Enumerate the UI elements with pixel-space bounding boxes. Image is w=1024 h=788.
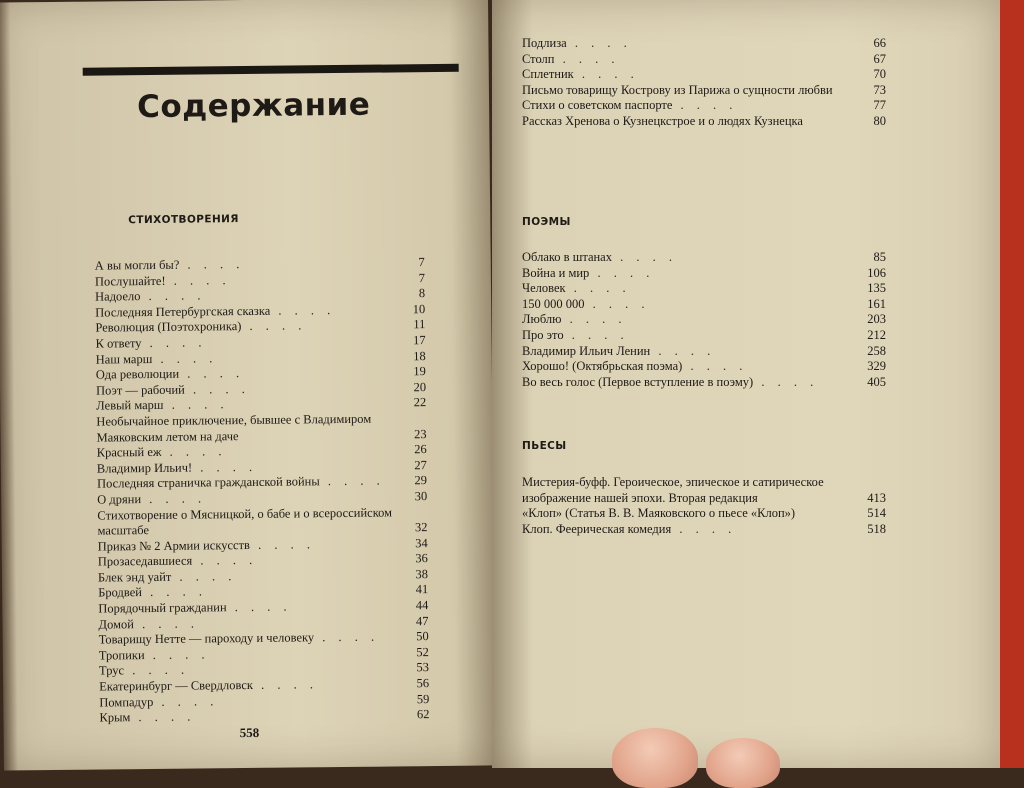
toc-entry (522, 281, 886, 297)
leader-dots: . . . . (144, 647, 210, 662)
toc-entry-page: 52 (416, 644, 429, 660)
toc-entry-title: 150 000 000 (522, 296, 585, 311)
leader-dots: . . . . (252, 677, 318, 692)
toc-entry (522, 475, 886, 506)
toc-entry (522, 266, 886, 282)
toc-entry-title: Наш марш (95, 351, 153, 367)
leader-dots: . . . . (611, 250, 677, 264)
toc-entry-title: Владимир Ильич! (96, 460, 193, 476)
toc-entry (522, 359, 886, 375)
toc-entry-title: К ответу (95, 336, 142, 351)
toc-entry-title: Облако в штанах (522, 250, 612, 264)
leader-dots: . . . . (566, 36, 632, 50)
left-page (0, 0, 496, 771)
toc-entry-page: 17 (412, 333, 426, 348)
toc-entry-title: Прозаседавшиеся (97, 553, 193, 569)
toc-list-left (95, 255, 430, 726)
toc-entry-title: Товарищу Нетте — пароходу и человеку (98, 630, 315, 647)
fingertip (612, 728, 698, 788)
leader-dots: . . . . (672, 98, 738, 113)
toc-entry-page: 19 (413, 364, 426, 379)
leader-dots: . . . . (179, 366, 245, 381)
leader-dots: . . . . (682, 359, 748, 374)
toc-entry-page: 10 (412, 301, 426, 317)
leader-dots: . . . . (565, 281, 631, 296)
leader-dots: . . . . (141, 335, 207, 351)
leader-dots: . . . . (671, 521, 737, 536)
toc-entry-title: Революция (Поэтохроника) (95, 319, 242, 335)
toc-entry-title: Екатеринбург — Свердловск (99, 677, 253, 694)
toc-entry (522, 52, 886, 68)
toc-entry-page: 135 (867, 281, 886, 296)
toc-entry-page: 29 (414, 473, 428, 488)
toc-entry-page: 405 (867, 374, 886, 389)
toc-entry-title: О дряни (97, 492, 142, 507)
toc-entry-page: 67 (873, 51, 886, 66)
toc-entry-page: 85 (873, 250, 886, 264)
toc-entry-title: Письмо товарищу Кострову из Парижа о сущности любви (522, 82, 833, 97)
toc-entry (522, 506, 886, 522)
leader-dots: . . . . (561, 312, 627, 327)
toc-entry-title: Владимир Ильич Ленин (522, 343, 651, 358)
leader-dots: . . . . (753, 374, 819, 389)
toc-entry (522, 522, 886, 538)
leader-dots: . . . . (123, 663, 190, 678)
toc-entry-title: Приказ № 2 Армии искусств (97, 537, 250, 554)
toc-entry (522, 375, 886, 391)
page-number: 558 (239, 724, 260, 741)
toc-entry-page: 329 (867, 359, 886, 374)
toc-entry (522, 67, 886, 83)
fingertip (706, 738, 780, 788)
toc-entry-page: 23 (413, 426, 427, 441)
toc-entry-page: 258 (867, 343, 886, 358)
toc-entry-title: Война и мир (522, 265, 590, 280)
leader-dots: . . . . (192, 459, 258, 475)
section-long-poems: ПОЭМЫ (522, 216, 571, 228)
toc-entry-page: 73 (873, 82, 886, 97)
toc-entry-page: 212 (867, 327, 886, 342)
toc-entry-title: Во весь голос (Первое вступление в поэму) (522, 374, 754, 389)
toc-entry-page: 70 (873, 67, 886, 82)
toc-entry-title: Помпадур (99, 694, 154, 710)
toc-entry-page: 44 (415, 598, 429, 613)
toc-entry-page: 518 (867, 521, 886, 536)
leader-dots: . . . . (554, 51, 620, 66)
toc-entry-page: 36 (415, 551, 428, 566)
toc-entry-title: Порядочный гражданин (98, 600, 227, 616)
toc-entry-title: Сплетник (522, 67, 574, 82)
toc-entry-title: Крым (99, 710, 131, 725)
toc-entry-page: 7 (418, 270, 425, 285)
toc-entry-title: Рассказ Хренова о Кузнецкстрое и о людях Кузнецка (522, 113, 803, 128)
toc-entry (522, 328, 886, 344)
toc-entry-title: Подлиза (522, 36, 567, 50)
leader-dots: . . . . (153, 693, 219, 709)
toc-entry-title: Про это (522, 327, 564, 342)
toc-entry-title: Ода революции (95, 366, 180, 382)
toc-entry-title: Столп (522, 51, 555, 66)
leader-dots: . . . . (584, 296, 650, 311)
leader-dots: . . . . (133, 616, 199, 631)
toc-entry (522, 83, 886, 99)
toc-entry-page: 50 (416, 629, 429, 644)
toc-entry-title: Стихотворение о Мясницкой, о бабе и о всероссийском масштабе (97, 504, 393, 538)
toc-entry-page: 34 (415, 535, 428, 550)
toc-entry-page: 26 (414, 442, 427, 457)
toc-entry-page: 41 (415, 582, 429, 597)
toc-list-right-continued (522, 36, 886, 130)
toc-entry-page: 56 (416, 676, 430, 691)
toc-entry-page: 59 (416, 691, 430, 706)
toc-entry-page: 62 (416, 707, 430, 722)
toc-entry-title: Поэт — рабочий (95, 382, 185, 398)
leader-dots: . . . . (226, 599, 292, 615)
leader-dots: . . . . (270, 302, 336, 318)
toc-entry (522, 312, 886, 328)
heading-rule (83, 64, 459, 76)
leader-dots: . . . . (163, 397, 229, 413)
toc-entry-page: 53 (416, 660, 430, 675)
toc-entry-page: 106 (867, 265, 886, 280)
toc-entry-page: 77 (873, 98, 886, 113)
leader-dots: . . . . (130, 709, 196, 725)
right-page (492, 0, 1000, 768)
toc-entry-title: Хорошо! (Октябрьская поэма) (522, 359, 683, 374)
toc-entry (522, 98, 886, 114)
toc-entry-title: «Клоп» (Статья В. В. Маяковского о пьесе «Клоп») (522, 506, 796, 521)
leader-dots: . . . . (192, 553, 258, 568)
toc-entry-title: Трус (98, 663, 125, 678)
page-title: Содержание (136, 86, 371, 126)
toc-entry-title: Тропики (98, 647, 145, 663)
toc-entry (522, 114, 886, 130)
section-poems-lyric: СТИХОТВОРЕНИЯ (128, 213, 239, 227)
toc-entry-title: Красный еж (96, 445, 162, 460)
leader-dots: . . . . (249, 536, 315, 552)
leader-dots: . . . . (184, 381, 250, 397)
toc-entry-page: 7 (418, 255, 425, 270)
leader-dots: . . . . (161, 444, 227, 460)
leader-dots: . . . . (241, 318, 307, 334)
leader-dots: . . . . (152, 350, 218, 366)
toc-entry-page: 11 (413, 317, 426, 332)
leader-dots: . . . . (179, 257, 245, 272)
toc-entry-page: 47 (415, 613, 429, 628)
toc-entry-title: Блек энд уайт (97, 569, 172, 585)
toc-entry-page: 203 (867, 312, 886, 327)
toc-entry-page: 8 (418, 286, 426, 301)
toc-entry-title: Послушайте! (94, 273, 166, 289)
toc-entry-page: 413 (867, 490, 886, 505)
toc-entry-page: 66 (873, 36, 886, 50)
leader-dots: . . . . (589, 265, 655, 280)
toc-entry (522, 36, 886, 52)
toc-entry-page: 80 (873, 113, 886, 128)
toc-entry-title: Мистерия-буфф. Героическое, эпическое и сатирическое изображение нашей эпохи. Вторая редакция (522, 475, 824, 505)
toc-entry-title: Последняя Петербургская сказка (95, 303, 271, 320)
toc-entry-title: Надоело (95, 289, 141, 304)
leader-dots: . . . . (141, 584, 207, 600)
toc-entry-page: 20 (413, 379, 427, 394)
toc-entry-title: Стихи о советском паспорте (522, 98, 673, 113)
toc-entry-page: 161 (867, 296, 886, 311)
leader-dots: . . . . (650, 343, 716, 358)
leader-dots: . . . . (319, 473, 385, 489)
toc-entry (96, 411, 426, 446)
toc-list-plays (522, 475, 886, 537)
toc-entry-title: Левый марш (96, 398, 164, 413)
toc-entry-title: А вы могли бы? (94, 257, 180, 273)
toc-entry-title: Клоп. Феерическая комедия (522, 521, 672, 536)
toc-entry-page: 18 (413, 348, 426, 363)
leader-dots: . . . . (563, 327, 629, 342)
leader-dots: . . . . (140, 288, 206, 304)
leader-dots: . . . . (171, 568, 237, 584)
toc-entry-title: Домой (98, 616, 134, 632)
toc-entry (522, 297, 886, 313)
toc-entry-title: Бродвей (98, 585, 143, 601)
toc-entry-page: 38 (415, 566, 429, 582)
leader-dots: . . . . (141, 491, 207, 507)
toc-entry-page: 22 (413, 395, 427, 410)
toc-entry-title: Последняя страничка гражданской войны (96, 474, 320, 491)
leader-dots: . . . . (165, 272, 231, 288)
toc-entry-page: 514 (867, 506, 886, 521)
toc-entry (97, 505, 427, 540)
toc-entry (99, 707, 429, 726)
toc-entry-page: 30 (414, 489, 428, 504)
toc-entry-page: 27 (414, 457, 427, 472)
toc-entry (522, 250, 886, 266)
toc-entry-title: Человек (522, 281, 566, 296)
toc-list-long-poems (522, 250, 886, 390)
toc-entry (522, 344, 886, 360)
toc-entry-page: 32 (414, 520, 428, 535)
leader-dots: . . . . (573, 67, 639, 82)
leader-dots: . . . . (314, 629, 380, 645)
toc-entry-title: Люблю (522, 312, 562, 327)
toc-entry-title: Необычайное приключение, бывшее с Владимиром Маяковским летом на даче (96, 411, 372, 445)
section-plays: ПЬЕСЫ (522, 440, 567, 452)
